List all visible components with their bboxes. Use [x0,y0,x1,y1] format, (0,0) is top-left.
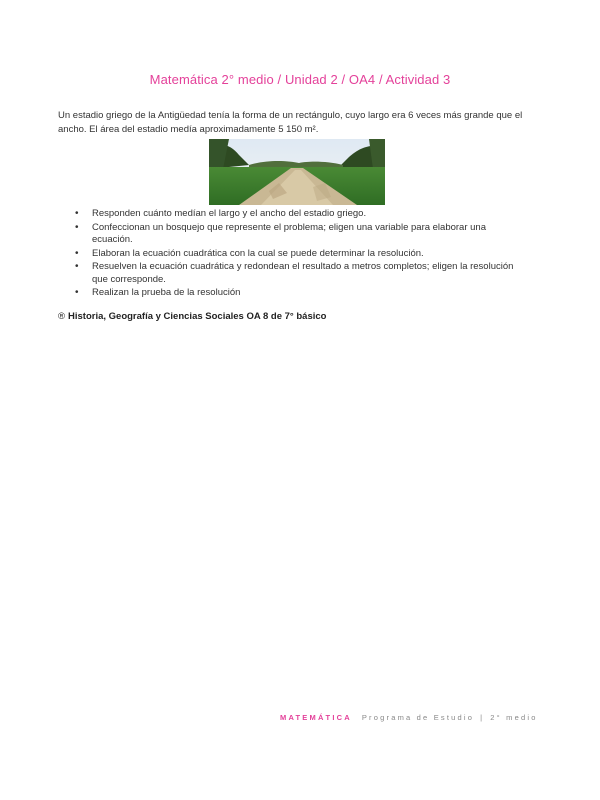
list-item: • Resuelven la ecuación cuadrática y redondean el resultado a metros completos; eligen la resolución que corresponde. [75,261,514,285]
bullet-icon: • [75,221,79,233]
page-title: Matemática 2° medio / Unidad 2 / OA4 / Actividad 3 [149,72,451,87]
cross-curricular-text: Historia, Geografía y Ciencias Sociales OA 8 de 7° básico [68,311,327,322]
footer-separator: | [480,713,485,722]
bullet-icon: • [75,208,79,219]
bullet-icon: • [75,287,79,298]
list-item: • Elaboran la ecuación cuadrática con la cual se puede determinar la resolución. [75,247,424,259]
bullet-icon: • [75,261,79,272]
page-footer [280,713,538,722]
footer-level: 2° medio [490,713,538,722]
footer-subject: MATEMÁTICA [280,713,352,722]
registered-icon: ® [58,311,65,322]
list-item: • Confeccionan un bosquejo que represente el problema; eligen una variable para elaborar una ecuación. [75,221,486,245]
list-item: • Realizan la prueba de la resolución [75,287,241,298]
activity-steps-list [58,208,528,301]
intro-paragraph: Un estadio griego de la Antigüedad tenía la forma de un rectángulo, cuyo largo era 6 veces más grande que el ancho. El área del estadio medía aproximadamente 5 150 m². [58,109,523,135]
cross-curricular-note [58,311,326,322]
footer-program: Programa de Estudio [361,713,475,722]
stadium-photo [209,139,385,205]
list-item: • Responden cuánto medían el largo y el ancho del estadio griego. [75,208,367,219]
bullet-icon: • [75,247,79,259]
